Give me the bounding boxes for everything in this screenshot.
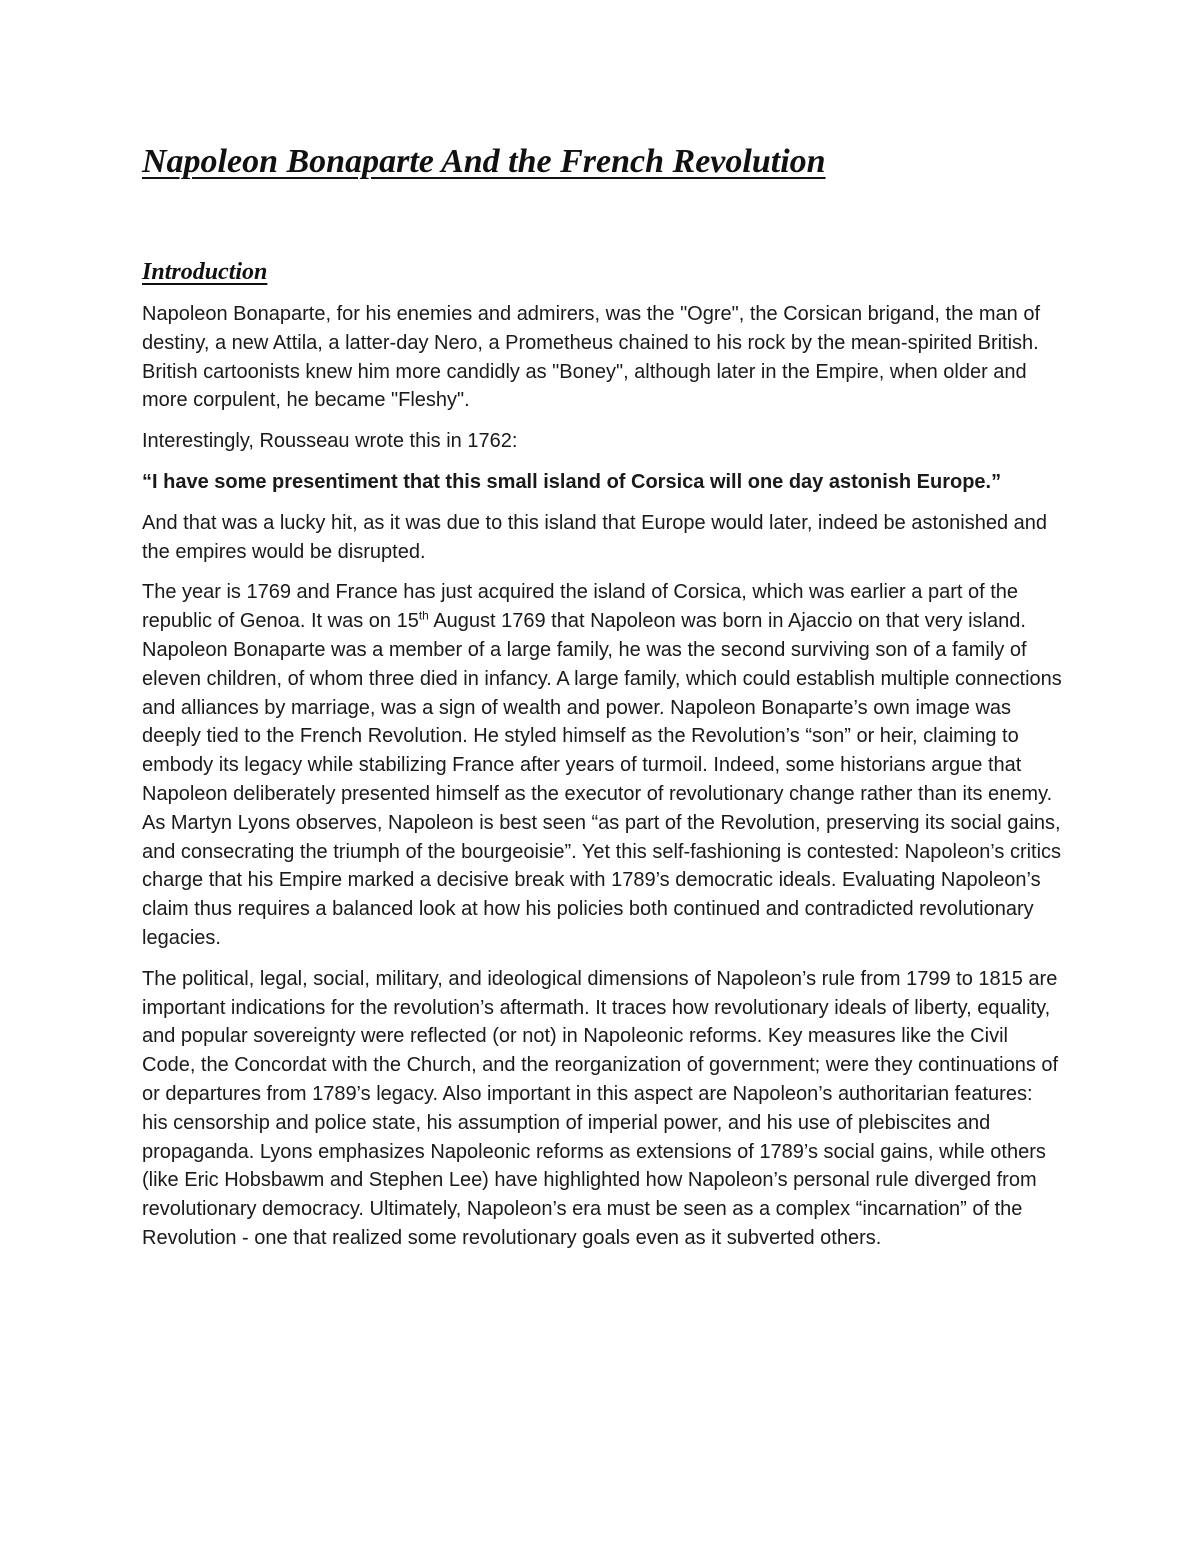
paragraph-birth-and-image [142,578,1062,952]
paragraph-lucky-hit: And that was a lucky hit, as it was due to this island that Europe would later, indeed be astonished and the empires would be disrupted. [142,511,1048,563]
paragraph-birth-text-start: The year is 1769 and France has just acquired the island of Corsica, which was earlier a part of the republic of Genoa. It was on 15 [142,581,1019,633]
section-heading-introduction: Introduction [142,259,268,285]
document-title: Napoleon Bonaparte And the French Revolution [142,143,826,180]
document-page [142,140,1062,1265]
paragraph-rousseau-intro: Interestingly, Rousseau wrote this in 1762: [142,430,518,453]
paragraph-birth-text-rest: August 1769 that Napoleon was born in Ajaccio on that very island. Napoleon Bonaparte was a member of a large family, he was the second surviving son of a family of eleven children, of whom three died in infancy. A large family, which could establish multiple connections and alliances by marriage, was a sign of wealth and power. Napoleon Bonaparte’s own image was deeply tied to the French Revolution. He styled himself as the Revolution’s “son” or heir, claiming to embody its legacy while stabilizing France after years of turmoil. Indeed, some historians argue that Napoleon deliberately presented himself as the executor of revolutionary change rather than its enemy. As Martyn Lyons observes, Napoleon is best seen “as part of the Revolution, preserving its social gains, and consecrating the triumph of the bourgeoisie”. Yet this self-fashioning is contested: Napoleon’s critics charge that his Empire marked a decisive break with 1789’s democratic ideals. Evaluating Napoleon’s claim thus requires a balanced look at how his policies both continued and contradicted revolutionary legacies. [142,610,1062,949]
rousseau-quote: “I have some presentiment that this small island of Corsica will one day astonish Europe.” [142,470,1002,493]
paragraph-dimensions-of-rule: The political, legal, social, military, and ideological dimensions of Napoleon’s rule from 1799 to 1815 are important indications for the revolution’s aftermath. It traces how revolutionary ideals of liberty, equality, and popular sovereignty were reflected (or not) in Napoleonic reforms. Key measures like the Civil Code, the Concordat with the Church, and the reorganization of government; were they continuations of or departures from 1789’s legacy. Also important in this aspect are Napoleon’s authoritarian features: his censorship and police state, his assumption of imperial power, and his use of plebiscites and propaganda. Lyons emphasizes Napoleonic reforms as extensions of 1789’s social gains, while others (like Eric Hobsbawm and Stephen Lee) have highlighted how Napoleon’s personal rule diverged from revolutionary democracy. Ultimately, Napoleon’s era must be seen as a complex “incarnation” of the Revolution - one that realized some revolutionary goals even as it subverted others. [142,967,1059,1249]
paragraph-napoleon-names: Napoleon Bonaparte, for his enemies and admirers, was the "Ogre", the Corsican brigand, the man of destiny, a new Attila, a latter-day Nero, a Prometheus chained to his rock by the mean-spirited British. British cartoonists knew him more candidly as "Boney", although later in the Empire, when older and more corpulent, he became "Fleshy". [142,303,1041,412]
ordinal-superscript: th [418,608,429,623]
